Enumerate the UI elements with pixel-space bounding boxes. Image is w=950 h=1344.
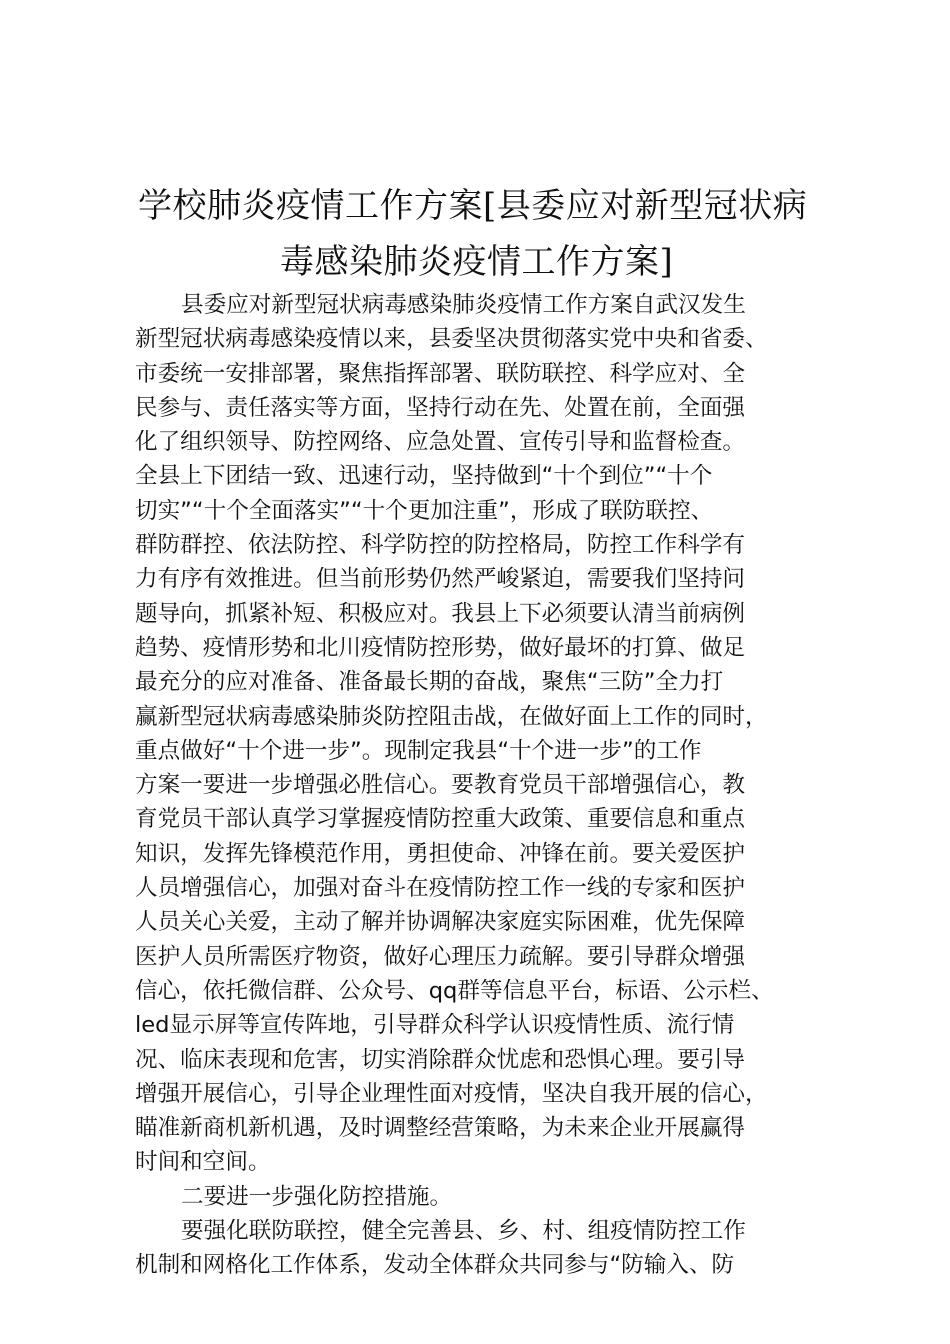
document-title-line-1: 学校肺炎疫情工作方案[县委应对新型冠状病 (138, 186, 808, 226)
paragraph-line: 机制和网格化工作体系，发动全体群众共同参与“防输入、防 (135, 1252, 735, 1279)
paragraph-line: 全县上下团结一致、迅速行动，坚持做到“十个到位”“十个 (135, 463, 713, 490)
paragraph-line: 况、临床表现和危害，切实消除群众忧虑和恐惧心理。要引导 (135, 1046, 746, 1073)
paragraph-line: 人员增强信心，加强对奋斗在疫情防控工作一线的专家和医护 (135, 875, 746, 902)
paragraph-line: 市委统一安排部署，聚焦指挥部署、联防联控、科学应对、全 (135, 360, 746, 387)
paragraph-line: 方案一要进一步增强必胜信心。要教育党员干部增强信心，教 (135, 772, 746, 799)
paragraph-line: 题导向，抓紧补短、积极应对。我县上下必须要认清当前病例 (135, 600, 746, 627)
paragraph-line: 医护人员所需医疗物资，做好心理压力疏解。要引导群众增强 (135, 943, 746, 970)
paragraph-line: 时间和空间。 (135, 1149, 271, 1176)
paragraph-line: 县委应对新型冠状病毒感染肺炎疫情工作方案自武汉发生 (181, 292, 746, 318)
paragraph-line: 新型冠状病毒感染疫情以来，县委坚决贯彻落实党中央和省委、 (135, 326, 768, 353)
paragraph-line: 化了组织领导、防控网络、应急处置、宣传引导和监督检查。 (135, 429, 746, 456)
paragraph-line: 赢新型冠状病毒感染肺炎防控阻击战，在做好面上工作的同时， (135, 703, 768, 730)
paragraph-line: 重点做好“十个进一步”。现制定我县“十个进一步”的工作 (135, 737, 702, 764)
paragraph-line: 要强化联防联控，健全完善县、乡、村、组疫情防控工作 (181, 1218, 746, 1245)
paragraph-line: 切实”“十个全面落实”“十个更加注重”，形成了联防联控、 (135, 497, 714, 524)
paragraph-line: 信心，依托微信群、公众号、qq群等信息平台，标语、公示栏、 (135, 977, 774, 1004)
paragraph-line: led显示屏等宣传阵地，引导群众科学认识疫情性质、流行情 (135, 1012, 735, 1039)
paragraph-line: 群防群控、依法防控、科学防控的防控格局，防控工作科学有 (135, 532, 746, 559)
paragraph-line: 增强开展信心，引导企业理性面对疫情，坚决自我开展的信心， (135, 1080, 768, 1107)
paragraph-line: 力有序有效推进。但当前形势仍然严峻紧迫，需要我们坚持问 (135, 566, 746, 593)
paragraph-line: 人员关心关爱，主动了解并协调解决家庭实际困难，优先保障 (135, 909, 746, 936)
paragraph-line: 民参与、责任落实等方面，坚持行动在先、处置在前，全面强 (135, 394, 746, 421)
document-title-line-2: 毒感染肺炎疫情工作方案] (280, 242, 674, 282)
paragraph-line: 知识，发挥先锋模范作用，勇担使命、冲锋在前。要关爱医护 (135, 840, 746, 867)
paragraph-line: 育党员干部认真学习掌握疫情防控重大政策、重要信息和重点 (135, 806, 746, 833)
paragraph-line: 瞄准新商机新机遇，及时调整经营策略，为未来企业开展赢得 (135, 1115, 746, 1142)
paragraph-line: 最充分的应对准备、准备最长期的奋战，聚焦“三防”全力打 (135, 669, 724, 696)
paragraph-line: 趋势、疫情形势和北川疫情防控形势，做好最坏的打算、做足 (135, 634, 746, 661)
section-heading-line: 二要进一步强化防控措施。 (181, 1183, 453, 1210)
document-body (135, 288, 835, 1283)
